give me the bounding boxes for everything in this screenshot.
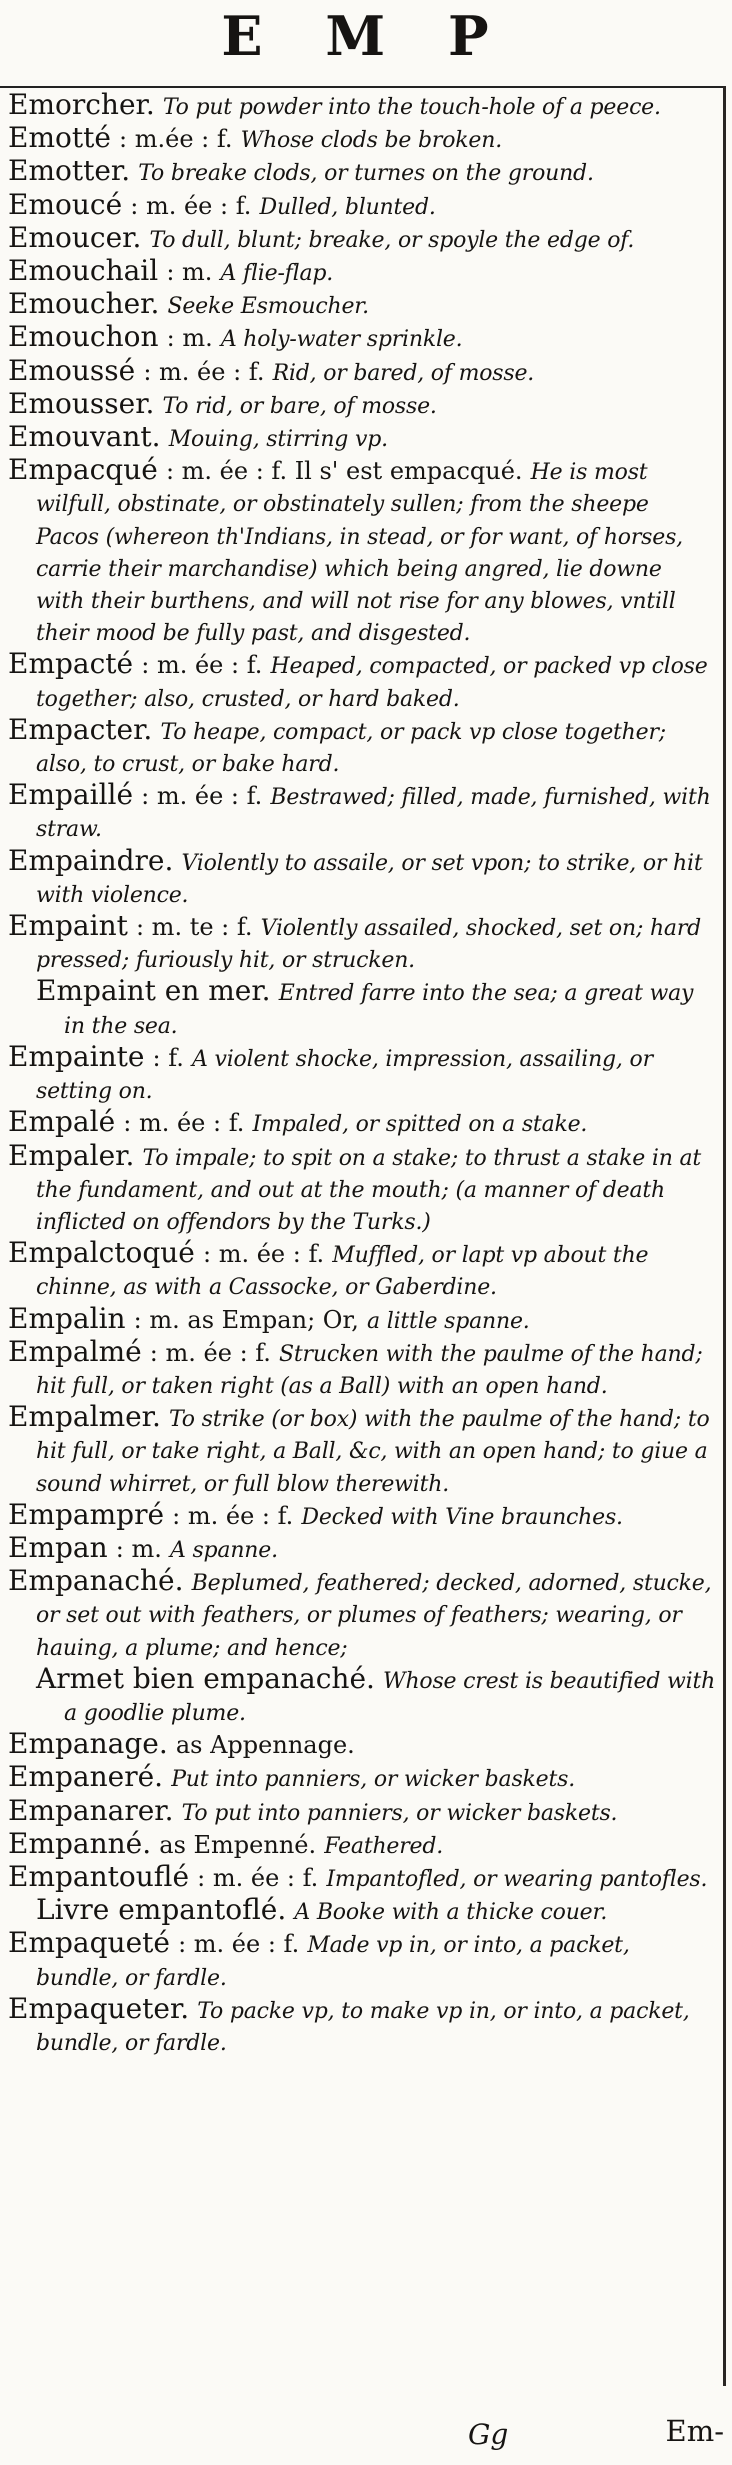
- dictionary-entry: [8, 1793, 716, 1829]
- entry-grammar: : m. as Empan; Or,: [133, 1305, 359, 1334]
- entry-definition: Muffled, or lapt vp about the chinne, as with a Cassocke, or Gaberdine.: [36, 1243, 649, 1301]
- entry-grammar: as Appennage.: [175, 1731, 355, 1760]
- entry-definition: A violent shocke, impression, assailing, or setting on.: [36, 1046, 653, 1105]
- entry-definition: Whose clods be broken.: [240, 128, 503, 154]
- entry-grammar: : m. ée : f.: [178, 1930, 300, 1959]
- entry-grammar: : m.: [115, 1534, 162, 1563]
- dictionary-entry: [8, 422, 716, 455]
- dictionary-entry: [8, 1530, 716, 1566]
- page-footer: [0, 2412, 732, 2462]
- entry-definition: Heaped, compacted, or packed vp close together; also, crusted, or hard baked.: [36, 654, 708, 712]
- entry-definition: a little spanne.: [367, 1308, 530, 1334]
- entry-definition: Impantofled, or wearing pantofles.: [326, 1866, 708, 1892]
- entry-headword: Emouvant.: [8, 420, 161, 454]
- entry-headword: Empaint: [8, 909, 128, 943]
- entry-headword: Emouchon: [8, 320, 159, 354]
- dictionary-entry: [8, 649, 716, 714]
- entry-headword: Empacqué: [8, 453, 158, 487]
- entry-headword: Emorcher.: [8, 88, 155, 121]
- dictionary-entry: [8, 1301, 716, 1337]
- entry-grammar: : m. ée : f.: [123, 1109, 245, 1138]
- dictionary-entry: [8, 322, 716, 355]
- entry-grammar: : m. ée : f.: [172, 1501, 294, 1530]
- dictionary-entry: [8, 353, 716, 389]
- dictionary-entry: [8, 289, 716, 322]
- catchword: Em-: [665, 2414, 724, 2448]
- dictionary-entry: [8, 1859, 716, 1895]
- entry-definition: Whose crest is beautified with a goodlie plume.: [64, 1668, 716, 1726]
- entry-headword: Empalé: [8, 1105, 116, 1139]
- dictionary-entry: [8, 256, 716, 289]
- entry-headword: Empalmé: [8, 1334, 142, 1368]
- column-rule: [723, 86, 726, 2386]
- dictionary-entry: [8, 1928, 716, 1993]
- entry-headword: Empanaché.: [8, 1564, 184, 1598]
- entry-definition: Violently to assaile, or set vpon; to strike, or hit with violence.: [36, 850, 703, 908]
- entry-headword: Empalmer.: [8, 1400, 161, 1434]
- entry-headword: Empanage.: [8, 1727, 168, 1761]
- entry-definition: Entred farre into the sea; a great way in the sea.: [64, 981, 694, 1039]
- entry-definition: A Booke with a thicke couer.: [294, 1900, 608, 1926]
- entry-headword: Empaneré.: [8, 1760, 164, 1794]
- dictionary-entry: [8, 911, 716, 976]
- entry-headword: Empaint en mer.: [36, 974, 271, 1008]
- entry-definition: To put into panniers, or wicker baskets.: [181, 1800, 618, 1826]
- dictionary-entry: [8, 1895, 716, 1928]
- entry-definition: Decked with Vine braunches.: [301, 1504, 623, 1530]
- entry-headword: Empaqueter.: [8, 1991, 190, 2025]
- entry-definition: To dull, blunt; breake, or spoyle the edge of.: [149, 227, 635, 253]
- entry-headword: Emousser.: [8, 386, 155, 420]
- entry-definition: To strike (or box) with the paulme of the hand; to hit full, or take right, a Ball, &c, with an open hand; to giue a sound whirret, or full blow therewith.: [36, 1407, 710, 1497]
- entry-definition: He is most wilfull, obstinate, or obstinately sullen; from the sheepe Pacos (whereon th'Indians, in stead, or for want, of horses, carrie their marchandise) which being angred, lie downe with their burthens, and will not rise for any blowes, vntill their mood be fully past, and disgested.: [36, 460, 683, 647]
- dictionary-entry: [8, 123, 716, 156]
- dictionary-entry: [8, 1729, 716, 1762]
- entry-grammar: : m. ée : f.: [203, 1240, 325, 1269]
- dictionary-entry: [8, 1039, 716, 1107]
- dictionary-entry: [8, 455, 716, 649]
- page-header-title: E M P: [221, 4, 511, 68]
- entry-definition: Bestrawed; filled, made, furnished, with straw.: [36, 785, 711, 843]
- entry-definition: Made vp in, or into, a packet, bundle, or fardle.: [36, 1933, 630, 1991]
- dictionary-entry: [8, 1566, 716, 1664]
- entry-definition: To put powder into the touch-hole of a peece.: [162, 95, 661, 120]
- entry-grammar: : m. ée : f.: [141, 782, 263, 811]
- entry-grammar: : m. ée : f.: [149, 1338, 271, 1367]
- dictionary-entry: [8, 1138, 716, 1239]
- entry-definition: Violently assailed, shocked, set on; hard pressed; furiously hit, or strucken.: [36, 916, 702, 974]
- entry-grammar: : f.: [152, 1043, 184, 1072]
- entry-definition: Rid, or bared, of mosse.: [272, 360, 535, 386]
- entry-headword: Empaler.: [8, 1138, 135, 1172]
- dictionary-entry: [8, 1497, 716, 1533]
- entry-definition: To heape, compact, or pack vp close together; also, to crust, or bake hard.: [36, 719, 666, 778]
- entry-headword: Empaillé: [8, 778, 134, 812]
- entry-headword: Empantouflé: [8, 1859, 190, 1893]
- entry-grammar: : m.ée : f.: [119, 125, 233, 154]
- entry-headword: Emoucé: [8, 187, 123, 221]
- dictionary-entry: [8, 712, 716, 780]
- entry-headword: Empalctoqué: [8, 1236, 195, 1270]
- entry-headword: Empalin: [8, 1301, 126, 1335]
- entry-headword: Emouchail: [8, 254, 159, 288]
- entry-headword: Empan: [8, 1530, 108, 1564]
- entry-grammar: : m. te : f.: [135, 913, 253, 942]
- entry-headword: Empaqueté: [8, 1926, 170, 1960]
- dictionary-entry: [8, 1107, 716, 1140]
- dictionary-entry: [8, 1661, 716, 1729]
- dictionary-entry: [8, 1826, 716, 1862]
- dictionary-entry: [8, 976, 716, 1041]
- entry-headword: Empainte: [8, 1039, 145, 1073]
- dictionary-entry: [8, 1762, 716, 1795]
- entry-definition: To rid, or bare, of mosse.: [162, 393, 437, 419]
- entry-definition: To packe vp, to make vp in, or into, a packet, bundle, or fardle.: [36, 1998, 690, 2056]
- entry-definition: Impaled, or spitted on a stake.: [252, 1112, 588, 1138]
- dictionary-entry: [8, 1334, 716, 1402]
- entry-grammar: : m. ée : f.: [197, 1863, 319, 1892]
- entry-headword: Emoussé: [8, 353, 136, 387]
- dictionary-entry: [8, 90, 716, 123]
- dictionary-entry: [8, 780, 716, 845]
- entry-definition: Mouing, stirring vp.: [168, 427, 388, 453]
- entry-definition: Put into panniers, or wicker baskets.: [171, 1767, 576, 1793]
- entry-headword: Emoucer.: [8, 220, 142, 254]
- entry-grammar: : m. ée : f. Il s' est empacqué.: [165, 457, 523, 486]
- entry-headword: Emotter.: [8, 154, 131, 188]
- dictionary-entry: [8, 156, 716, 189]
- entry-definition: Beplumed, feathered; decked, adorned, stucke, or set out with feathers, or plumes of feathers; wearing, or hauing, a plume; and hence;: [36, 1571, 712, 1661]
- dictionary-entry: [8, 1991, 716, 2059]
- entry-definition: Feathered.: [324, 1833, 444, 1859]
- entry-headword: Empacté: [8, 647, 134, 681]
- entry-list: [8, 90, 716, 2059]
- entry-headword: Emoucher.: [8, 287, 160, 321]
- entry-headword: Emotté: [8, 121, 111, 155]
- dictionary-entry: [8, 843, 716, 911]
- entry-grammar: : m.: [166, 258, 213, 287]
- entry-headword: Livre empantoflé.: [36, 1893, 287, 1927]
- entry-definition: Seeke Esmoucher.: [167, 294, 369, 320]
- entry-definition: A holy-water sprinkle.: [220, 327, 463, 353]
- dictionary-entry: [8, 187, 716, 223]
- entry-grammar: : m. ée : f.: [130, 191, 252, 220]
- entry-headword: Empacter.: [8, 712, 153, 746]
- signature-mark: Gg: [468, 2418, 509, 2451]
- entry-headword: Empaindre.: [8, 843, 174, 877]
- dictionary-entry: [8, 220, 716, 256]
- entry-headword: Empanarer.: [8, 1793, 174, 1827]
- entry-headword: Empampré: [8, 1497, 165, 1531]
- dictionary-entry: [8, 1238, 716, 1303]
- entry-grammar: : m.: [166, 324, 213, 353]
- entry-grammar: : m. ée : f.: [141, 651, 263, 680]
- entry-definition: A spanne.: [169, 1537, 278, 1563]
- entry-grammar: as Empenné.: [159, 1830, 317, 1859]
- entry-definition: Strucken with the paulme of the hand; hit full, or taken right (as a Ball) with an open hand.: [36, 1341, 703, 1399]
- entry-definition: To breake clods, or turnes on the ground.: [138, 161, 594, 187]
- entry-headword: Armet bien empanaché.: [36, 1661, 375, 1695]
- entry-definition: A flie-flap.: [220, 261, 334, 287]
- entry-definition: Dulled, blunted.: [259, 194, 436, 220]
- entry-grammar: : m. ée : f.: [143, 357, 265, 386]
- entry-definition: To impale; to spit on a stake; to thrust a stake in at the fundament, and out at the mouth; (a manner of death inflicted on offendors by the Turks.): [36, 1145, 702, 1235]
- dictionary-entry: [8, 386, 716, 422]
- entry-headword: Empanné.: [8, 1826, 152, 1860]
- dictionary-entry: [8, 1402, 716, 1500]
